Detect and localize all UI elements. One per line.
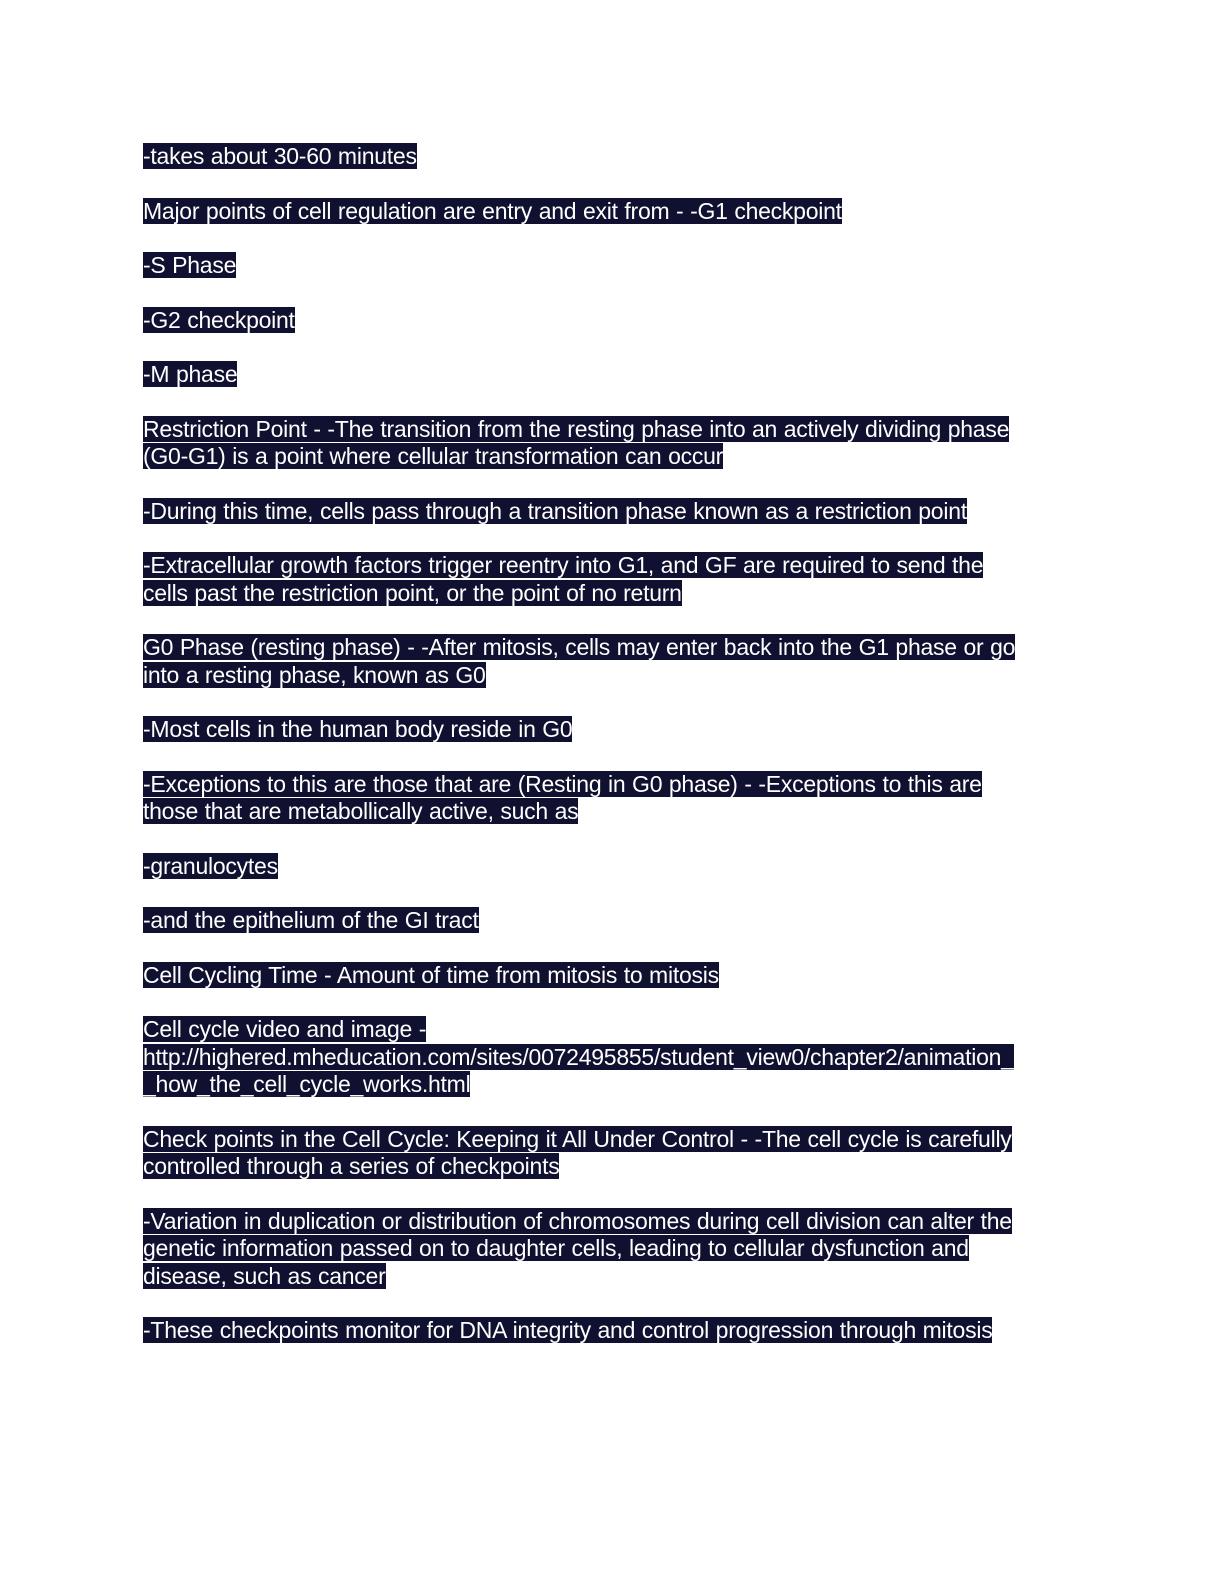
text-line: -granulocytes [143, 852, 278, 879]
text-line: G0 Phase (resting phase) - -After mitosis, cells may enter back into the G1 phase or go [143, 634, 1016, 660]
text-line: Cell cycle video and image - [143, 1016, 427, 1042]
text-line: cells past the restriction point, or the point of no return [143, 579, 682, 606]
paragraph-cycling-time [143, 962, 1083, 990]
paragraph-chromosome-variation [143, 1208, 1083, 1291]
paragraph-video-link [143, 1016, 1083, 1099]
text-line: genetic information passed on to daughter cells, leading to cellular dysfunction and [143, 1235, 969, 1261]
url-link-text[interactable]: http://highered.mheducation.com/sites/0072495855/student_view0/chapter2/animation_ [143, 1043, 1014, 1070]
text-line: -These checkpoints monitor for DNA integrity and control progression through mitosis [143, 1317, 993, 1343]
paragraph-g2-checkpoint [143, 307, 1083, 335]
text-line: -M phase [143, 361, 238, 387]
paragraph-gi-tract [143, 907, 1083, 935]
paragraph-most-cells-g0 [143, 716, 1083, 744]
paragraph-growth-factors [143, 552, 1083, 607]
paragraph-granulocytes [143, 853, 1083, 881]
paragraph-s-phase [143, 252, 1083, 280]
paragraph-dna-integrity [143, 1317, 1083, 1345]
paragraph-regulation-points [143, 198, 1083, 226]
text-line: -Extracellular growth factors trigger reentry into G1, and GF are required to send the [143, 552, 984, 578]
text-line: -and the epithelium of the GI tract [143, 907, 479, 933]
text-line: -Variation in duplication or distribution of chromosomes during cell division can alter the [143, 1207, 1012, 1234]
paragraph-restriction-point [143, 416, 1083, 471]
text-line: -During this time, cells pass through a transition phase known as a restriction point [143, 497, 967, 524]
text-line: -G2 checkpoint [143, 306, 295, 333]
text-line: into a resting phase, known as G0 [143, 661, 486, 688]
text-line: -Most cells in the human body reside in G0 [143, 716, 573, 742]
url-link-text[interactable]: _how_the_cell_cycle_works.html [143, 1071, 471, 1097]
text-line: Cell Cycling Time - Amount of time from mitosis to mitosis [143, 961, 719, 988]
text-line: Check points in the Cell Cycle: Keeping it All Under Control - -The cell cycle is carefully [143, 1125, 1012, 1152]
text-line: Restriction Point - -The transition from the resting phase into an actively dividing phase [143, 415, 1010, 442]
paragraph-exceptions [143, 771, 1083, 826]
paragraph-duration [143, 143, 1083, 171]
text-line: (G0-G1) is a point where cellular transformation can occur [143, 443, 724, 469]
paragraph-checkpoints-control [143, 1126, 1083, 1181]
document-page [143, 143, 1083, 1372]
text-line: those that are metabollically active, such as [143, 798, 579, 824]
paragraph-transition-phase [143, 498, 1083, 526]
text-line: Major points of cell regulation are entry and exit from - -G1 checkpoint [143, 197, 842, 224]
paragraph-m-phase [143, 361, 1083, 389]
text-line: -S Phase [143, 252, 237, 278]
text-line: controlled through a series of checkpoints [143, 1153, 560, 1179]
text-line: -takes about 30-60 minutes [143, 143, 417, 169]
text-line: disease, such as cancer [143, 1262, 386, 1289]
text-line: -Exceptions to this are those that are (Resting in G0 phase) - -Exceptions to this are [143, 770, 982, 797]
paragraph-g0-phase [143, 634, 1083, 689]
